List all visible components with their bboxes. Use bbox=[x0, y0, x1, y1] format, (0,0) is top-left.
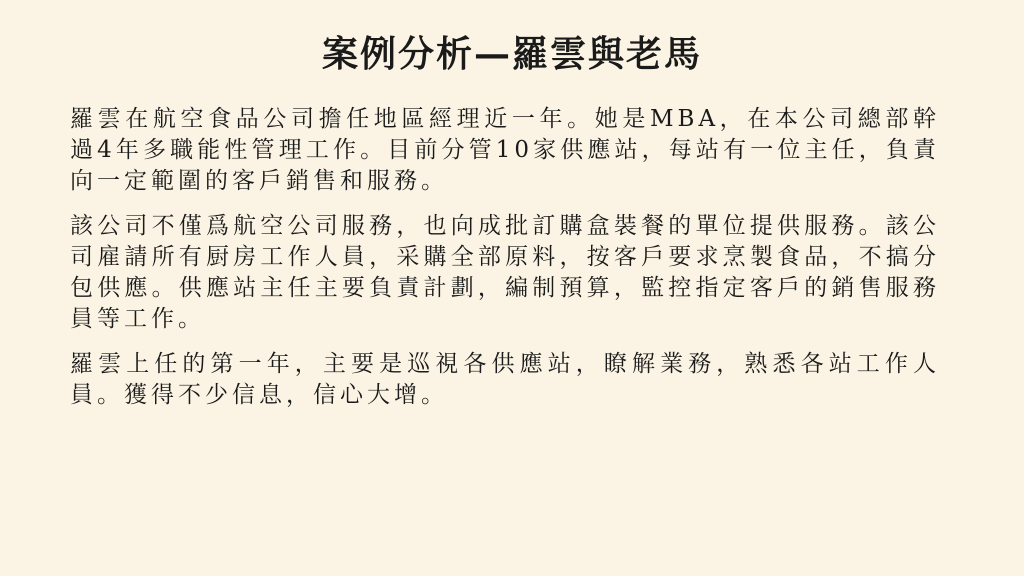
paragraph-1: 羅雲在航空食品公司擔任地區經理近一年。她是MBA，在本公司總部幹過4年多職能性管理工作。目前分管10家供應站，每站有一位主任，負責向一定範圍的客戶銷售和服務。 bbox=[70, 106, 940, 194]
slide-body bbox=[70, 104, 940, 425]
paragraph-2: 該公司不僅爲航空公司服務，也向成批訂購盒裝餐的單位提供服務。該公司雇請所有厨房工作人員，采購全部原料，按客戶要求烹製食品，不搞分包供應。供應站主任主要負責計劃，編制預算，監控指定客戶的銷售服務員等工作。 bbox=[70, 213, 940, 332]
paragraph-3: 羅雲上任的第一年，主要是巡視各供應站，瞭解業務，熟悉各站工作人員。獲得不少信息，信心大增。 bbox=[70, 351, 940, 408]
slide-title: 案例分析—羅雲與老馬 bbox=[321, 33, 702, 75]
